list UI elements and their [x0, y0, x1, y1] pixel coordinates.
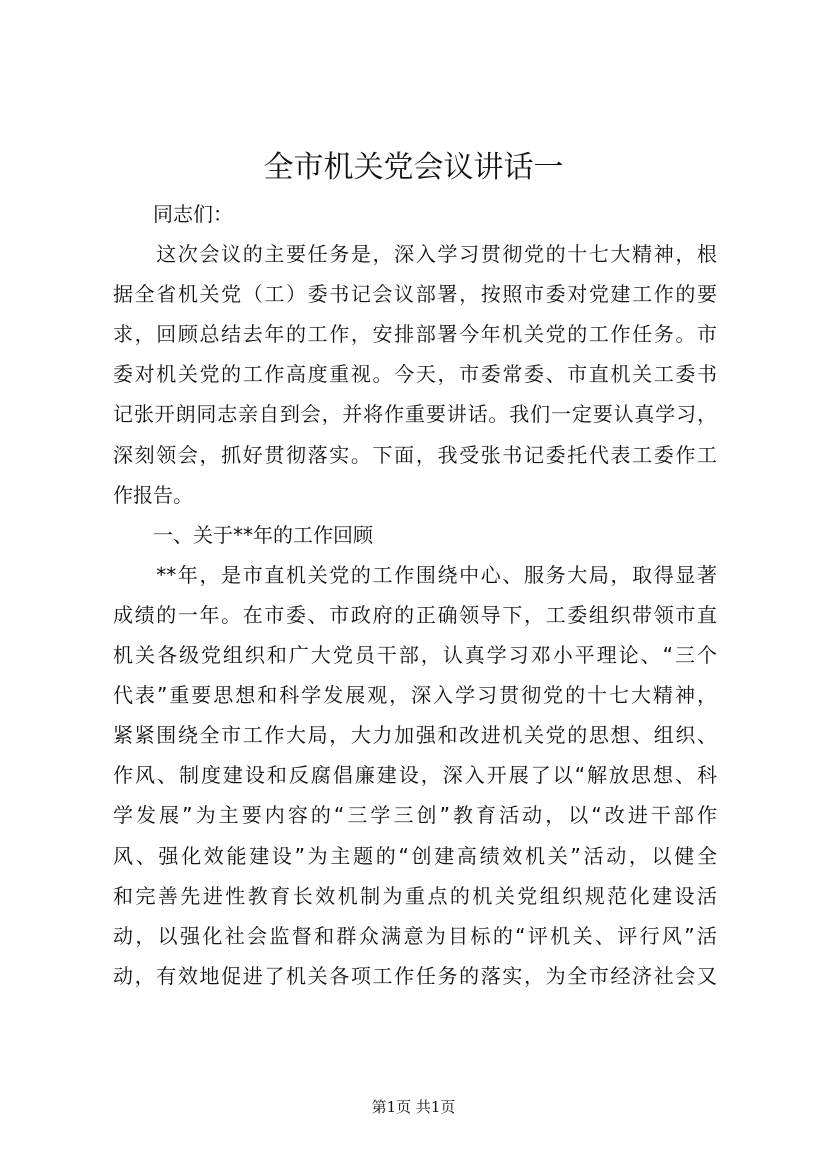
page-footer: 第1页 共1页 — [371, 1098, 456, 1116]
text-line: 动，以强化社会监督和群众满意为目标的“评机关、评行风”活 — [113, 923, 717, 948]
text-line: 深刻领会，抓好贯彻落实。下面，我受张书记委托代表工委作工 — [113, 442, 717, 467]
document-body — [113, 194, 717, 996]
text-line: 这次会议的主要任务是，深入学习贯彻党的十七大精神，根 — [113, 242, 717, 267]
text-line: 据全省机关党（工）委书记会议部署，按照市委对党建工作的要 — [113, 282, 717, 307]
document-title: 全市机关党会议讲话一 — [263, 150, 564, 185]
text-line: 记张开朗同志亲自到会，并将作重要讲话。我们一定要认真学习， — [113, 402, 717, 427]
text-line: 风、强化效能建设”为主题的“创建高绩效机关”活动，以健全 — [113, 843, 717, 868]
text-line: 和完善先进性教育长效机制为重点的机关党组织规范化建设活 — [113, 883, 717, 908]
text-line: 作报告。 — [113, 482, 193, 507]
text-line: 求，回顾总结去年的工作，安排部署今年机关党的工作任务。市 — [113, 322, 717, 347]
text-line: 作风、制度建设和反腐倡廉建设，深入开展了以“解放思想、科 — [113, 763, 717, 788]
text-line: 机关各级党组织和广大党员干部，认真学习邓小平理论、“三个 — [113, 643, 717, 668]
text-line: 代表”重要思想和科学发展观，深入学习贯彻党的十七大精神， — [113, 683, 717, 708]
text-line: 紧紧围绕全市工作大局，大力加强和改进机关党的思想、组织、 — [113, 723, 717, 748]
text-line: 同志们： — [113, 202, 233, 226]
text-line: 动，有效地促进了机关各项工作任务的落实，为全市经济社会又 — [113, 963, 717, 988]
text-line: 委对机关党的工作高度重视。今天，市委常委、市直机关工委书 — [113, 362, 717, 387]
text-line: 学发展”为主要内容的“三学三创”教育活动，以“改进干部作 — [113, 803, 717, 828]
text-line: 成绩的一年。在市委、市政府的正确领导下，工委组织带领市直 — [113, 602, 717, 627]
text-line: **年，是市直机关党的工作围绕中心、服务大局，取得显著 — [113, 562, 717, 587]
section-heading: 一、关于**年的工作回顾 — [113, 522, 373, 547]
